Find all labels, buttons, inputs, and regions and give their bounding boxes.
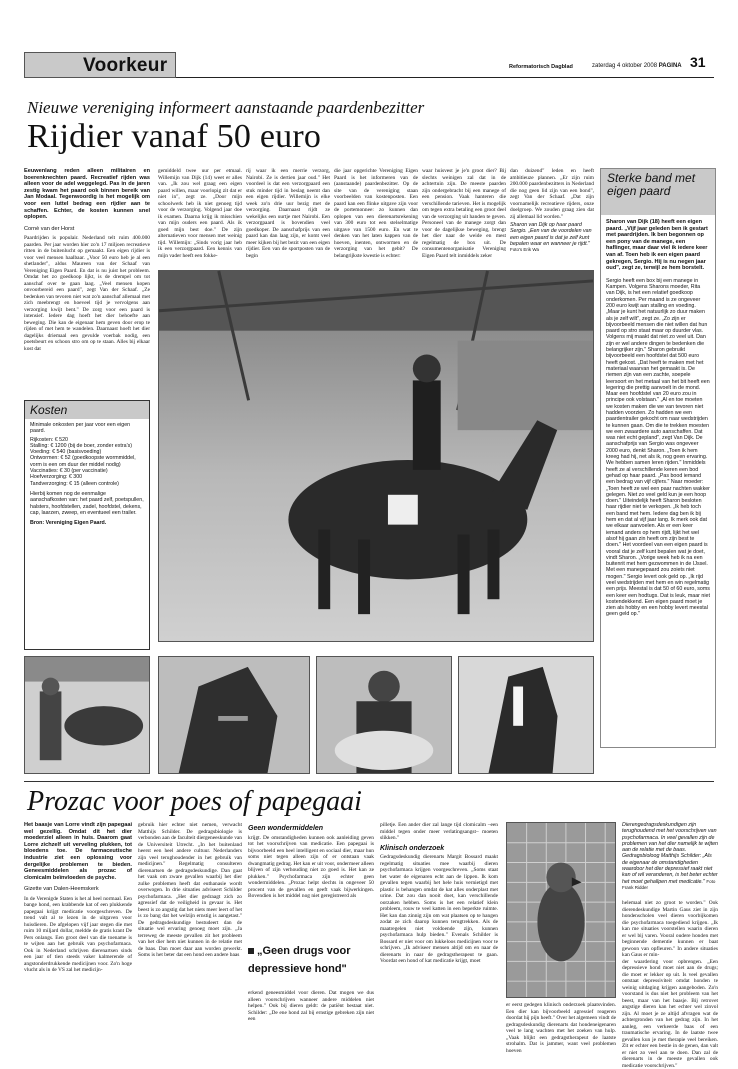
- article2-lead: Het baasje van Lorre vindt zijn papegaai wel gezellig. Omdat dit het dier moederziel alleen in huis. Daarom gaat Lorre zichzelf uit verveling plukken, tot bloedens toe. De farmaceutische industrie ziet een oplossing voor dergelijke problemen te bieden. Geneesmiddelen als prozac of clomicalm beïnvloeden de psyche.: [24, 822, 132, 881]
- parrot-caption-text: Dierengedragsdeskundigen zijn terughoudend met het voorschrijven van psychofarmaca. In veel gevallen zijn de problemen van het dier namelijk te wijten aan de relatie met de baas. Gedragsbioloog Matthijs Schilder: „Als de eigenaar de omstandigheden waardoor het dier depressief raakt niet kan of wil veranderen, is het beter echter het moet gehallpen met medicatie.": [622, 822, 718, 885]
- article2-midhead-2: Klinisch onderzoek: [380, 846, 498, 853]
- feeding-hay-image: [317, 657, 451, 773]
- section-divider: [24, 781, 714, 782]
- page-number: 31: [690, 54, 706, 70]
- article2-column-7: [622, 900, 718, 1060]
- article2-byline: Gizette van Dalen-Heemskerk: [24, 886, 132, 893]
- article1-column-1: [24, 168, 150, 394]
- article2-text-2: gebruik hier echter niet nemen, verwacht Matthijs Schilder. De gedragsbiologie is verbonden aan de faculteit diergeneeskunde van de Universiteit Utrecht. „In het buitenland heerst een heel andere cultuur. Nederlanders zijn veel terughoudender in het gebruik van medicijnen." Regelmatig consulteren dierenartsen de gedragsdeskundige. Dan gaat het vaak om zware gevallen waarbij het dier zulke problemen heeft dat euthanasie wordt overwogen. In drie situaties adviseert Schilder psychofarmaca. „Het dier gedraagt zich zo agressief dat de veiligheid in gevaar is. Het beest is zo angstig dat het niets meer leert of het is zo bang dat het welzijn ernstig is aangetast." De gedragsdeskundige bestudeert dan de situatie wel ervaring genoeg moet zijn. „Ja terreweg de meeste gevallen zit het probleem van het dier hem niet kunnen in de relatie met de baas. Dan moet daar aan worden gewerkt. Soms is het beter dat een hond een andere baas: [138, 822, 242, 959]
- main-photo-rider: [158, 270, 594, 642]
- article2-midhead: Geen wondermiddelen: [248, 826, 374, 833]
- main-photo-credit: Foto's Erik Wa: [510, 247, 539, 252]
- article2-text-6: helemaal niet zo groot te worden." Ook dierendeskundige Martin Gaus ziet in zijn hondenscholen veel dieren voorbijkomen die psychofarmaca toegediend krijgen. „Ik kan me situaties voorstellen waarin dieren er wel bij varen. Vooral oudere honden met beginnende dementie kunnen er baat gewoon van opfleuren." In andere situaties kan Gaus er min-: [622, 900, 718, 959]
- main-photo-caption: [510, 222, 594, 253]
- sidebar-body: Sergio heeft een box bij een manege in Kampen. Volgens Sharons moeder, Rita van Dijk, is het een relatief goedkoop onderkomen. Per maand is ze ongeveer 200 euro kwijt aan stalling en voeding. „Maar je kunt het natuurlijk zo duur maken als je zelf wilt", zegt ze. „Zo zijn er bijvoorbeeld mensen die niet willen dat hun paard op stro staat maar op duurder vlas. Volgens mij maakt dat niet zo veel uit. Dan zijn er wel andere dingen te bedenken die belangrijker zijn." Sharon gebruikt bijvoorbeeld een hoofdstel dat 500 euro heeft gekost. „Dat heeft te maken met het materiaal waarvan het gemaakt is. De riemen zijn van een zachte, soepele leersoort en het metaal van het bit heeft een legering die prettig aanvoelt in de mond. Maar een hoofdstel van 20 euro zou in principe ook volstaan." „Al en toe moeten we kosten maken die we van tevoren niet hadden voorzien. Zo hadden we een paardentrailer gekocht om naar wedstrijden te kunnen gaan. Om die te trekken moesten we een zwaardere auto aanschaffen. Dat was niet echt gepland", zegt Van Dijk. De aanschafprijs van Sergio was ongeveer 2000 euro, denkt Sharon. „Toen ik hem kreeg had hij, net als ik, nog geen ervaring. We hebben samen leren rijden." Inmiddels heeft ze al verschillende keren een bod gehad op haar paard. „Pas bood iemand een bedrag van vijf cijfers." Naar moeder: „Toen heeft ze wel een paar nachten wakker gelegen. Niet zo veel geld kun je een hoop doen." Uiteindelijk heeft Sharon besloten haar rijdier niet te verkopen. „Ik heb toch een band met hem. Iedere dag ben ik bij hem en dat al vijf jaar lang. Ik merk ook dat we elkaar aanvoelen. Als er een keer iemand anders op hem rijdt, lijkt het wel alsof hij gaan zin heeft om zijn best te doen." Het voordeel van een eigen paard is vooral dat je zelf kunt bepalen wat je doet, vindt Sharon. „Vorige week heb ik na een buitenrit met hem gezwommen in de IJssel. Met een manegepaard zou zoiets niet mogen." Sergio levert ook geld op. „Ik rijd veel wedstrijden met hem en win regelmatig een prijs. Meestal is dat 50 of 60 euro, soms een keer een hodtugs. Dat is leuk, maar niet kostendekkend. Een eigen paard moet je zien als hobby en een hobby levert meestal geen geld op.": [601, 276, 715, 620]
- article2-text-4: pilletje. Een ander dier zal lange tijd clomicalm –een middel tegen onder meer verlatingsangst– moeten slikken.": [380, 822, 498, 842]
- article1-column-6: dan duizend" leden en heeft ambitieuze plannen. „Er zijn ruim 200.000 paardenbezitters in Nederland die nog geen lid zijn van een bond", zegt Van der Schaaf. „Dat zijn voornamelijk recreatieve rijders, onze doelgroep. We zouden graag zien dat zij allemaal lid worden.": [510, 168, 594, 218]
- costs-intro: Minimale onkosten per jaar voor een eigen paard.: [25, 419, 149, 437]
- sidebar-title: Sterke band met eigen paard: [601, 169, 715, 215]
- pull-quote-text: „Geen drugs voor depressieve hond": [248, 945, 351, 975]
- paper-name: Reformatorisch Dagblad: [509, 64, 573, 70]
- article1-byline: Cornè van der Horst: [24, 226, 150, 233]
- article1-column-3: rij waar ik een merrie verzorg, Nairobi. Ze is dertien jaar oud." Het voordeel is dat een verzorgpaard een stuk minder tijd in beslag neemt dan een eigen rijdier. Willemijn is elke week zo'n drie uur bezig met de verzorging. Daarnaast rijdt ze wekelijks een uurtje met Nairobi. Een verzorgpaard is bovendien veel goedkoper. De aanschafprijs van een paard kan dan laag zijn, er komt veel meer kijken bij het bezit van een eigen rijdier. Een van de sportposten van de begin: [246, 168, 330, 264]
- photo-horse-portrait: [458, 656, 594, 774]
- main-photo-caption-text: Sharon van Dijk op haar paard Sergio. „Een van de voordelen van een eigen paard is dat je zelf kunt bepalen waar en wanneer je rijdt.": [510, 222, 592, 247]
- costs-title: Kosten: [25, 401, 149, 419]
- article1-column-2: gemiddeld twee uur per etmaal. Willemijn van Dijk (14) weet er alles van. „Ik zou wel graag een eigen paard willen, maar voorlopig zit dat er niet in", zegt ze. „Door mijn schoolwerk heb ik niet genoeg tijd voor de verzorging. Volgend jaar doe ik examen. Daarna krijg ik misschien van mijn ouders een paard. Als ik goed mijn best doe." De zijn alternatieven voor mensen met weinig tijd. Willemijn: „Sinds vorig jaar heb ik een verzorgpaard. Een kennis van mijn vader heeft een fokke-: [158, 168, 242, 264]
- costs-item: Tandverzorging: € 15 (alleen controle): [25, 481, 149, 487]
- costs-item: Voeding: € 540 (basisvoeding): [25, 449, 149, 455]
- article1-column-5: waar huisvest je je'n groot dier? Bij slechts weinigen zal dat in de achtertuin zijn. De meeste paarden zijn ondergebracht bij een manege of een pension. Vaak hanteren die verschillende tarieven. Het is mogelijk om tegen extra betaling een groot deel van de verzorging uit handen te geven. Personeel van de manege zorgt dan voor de dagelijkse beweging, brengt het dier naar de weide en mest regelmatig de box uit. De consumentenorganisatie Vereniging Eigen Paard telt inmiddels zeker: [422, 168, 506, 264]
- photo-feeding-hay: [316, 656, 452, 774]
- photo-parrot: [506, 822, 616, 998]
- saddling-image: [25, 657, 149, 773]
- pagina-label: PAGINA: [659, 63, 682, 69]
- costs-item: Rijkosten: € 520: [25, 437, 149, 443]
- section-box: [24, 52, 176, 78]
- costs-extra: Hierbij komen nog de eenmalige aanschafkosten van: het paard zelf, poetspullen, halsters, hoofdstellen, zadel, hoofdstel, dekens, cap, laarzen, zweep, en eventueel een trailer.: [25, 487, 149, 518]
- sidebar-lead: Sharon van Dijk (18) heeft een eigen paard. „Vijf jaar geleden ben ik gestart met paardrijden. Ik ben begonnen op een pony van de manege, een haflinger, maar daar viel ik iedere keer van af. Toen heb ik een eigen paard gekregen, Sergio. Hij is nu negen jaar oud", zegt ze, terwijl ze hem borstelt.: [601, 215, 715, 276]
- article1-lead: Eeuwenlang reden alleen militairen en boerenknechten paard. Recreatief rijden was alleen voor de adel weggelegd. Pas in de jaren zestig kwam het paard ook binnen bereik van Jan Modaal. Tegenwoordig is het mogelijk om voor een luttel bedrag een rijdier aan te schaffen. Echter, de kosten kunnen snel oplopen.: [24, 168, 150, 221]
- article1-text-1: Paardrijden is populair. Nederland telt ruim 400.000 paarden. Per jaar worden hier zo'n 17 miljoen recreatieve ritten in de buitenlucht op gemaakt. Een eigen rijdier is voor veel mensen haalbaar. „Voor 50 euro heb je al een shetlander", aldus Maureen van der Schaaf van Vereniging Eigen Paard. En dat is nu juist het probleem. Omdat het zo goedkoop lijkt, is de drempel om tot aanschaf over te gaan laag. „Veel mensen kopen onvoorbereid een paard", zegt Van der Schaaf. „Ze bedenken van tevoren niet wat zo'n aanschaf allemaal met zich meebrengt en hoeveel tijd je vervolgens aan verzorging kwijt bent." De zorg voor een paard is intensief. Iedere dag hoeft het dier behoefte aan beweging. Die kan de eigenaar hem geven door erop te rijden of met hem te wandelen. Daarnaast hoeft het dier dagelijks driemaal een gevulde voerbak nodig, een poetsbeurt en schoon stro om op te staan. Alles bij elkaar kost dat: [24, 235, 150, 352]
- costs-box: [24, 400, 150, 650]
- article2-text-1: In de Verenigde Staten is het al heel normaal. Een bange hond, een krabbende kat of een plukkende papegaai krijgt medicatie voorgeschreven. De trend valt al te lezen in de uitgaven voor huisdieren. De afgelopen vijf jaar stegen die met ruim 10 miljard dollar, meldde de gratis krant De Pers onlangs. Een groot deel van die toename is te wijten aan het gebruik van psychofarmaca. Ook in Nederland schrijven dierenartsen sinds een jaar of tien steeds vaker kalmerende of angstonderdrukkende medicijnen voor. Zo'n hoge vlucht als in de VS zal het medicijn-: [24, 896, 132, 974]
- parrot-caption: [622, 822, 718, 891]
- article2-text-7: der waardering voor opbrengen. „Een depressieve hond moet niet aan de drugs; die moet er lekker op uit. Is veel gevallen ontstaat depressiviteit omdat honden te weinig uitdaging krijgen aangeboden. Zo'n voorstand is dus niet het probleem van het beest, maar van het baasje. Bij retrovet angstige dieren kan het echter wel zinvol zijn. Al moet je ze altijd afvragen wat de achtergronden van het gedrag zijn. In het aanleg, een verkeerde baas of een traumatische ervaring. In de laatste twee gevallen kun je met therapie veel bereiken. Zit er echter een bestie in de genen, dan valt er niet zo veel aan te doen. Dan zal de dierenarts in de meeste gevallen ook medicatie voorschrijven.": [622, 959, 718, 1069]
- article2-text-3: krijgt. De omstandigheden kunnen ook aanleiding geven tot het voorschrijven van medicatie. Een papegaai is bijvoorbeeld een heel intelligent en sociaal dier, maar hun soms niet tegen alleen zijn of er ontstaan vaak dwangmatig gedrag. Het kan er uit voor, ondermeer alleen blijven of zijn verhouding niet zo goed is. Het kan ze plukken." Psychofarmaca zijn echter geen wondermiddelen. „Prozac helpt slechts in ongeveer 50 procent van de gevallen en geeft vaak bijwerkingen. Bovendien is het middel nog niet geregistreerd als: [248, 835, 374, 900]
- article2-headline: Prozac voor poes of papegaai: [27, 786, 362, 818]
- costs-source: Bron: Vereniging Eigen Paard.: [25, 518, 149, 528]
- issue-date: [592, 63, 682, 69]
- costs-item: Stalling: € 1200 (bij de boer, zonder extra's): [25, 443, 149, 449]
- photo-saddling: [24, 656, 150, 774]
- section-title: Voorkeur: [83, 55, 167, 77]
- rider-horse-image: [159, 271, 593, 641]
- article2-text-4b: Gedragsdeskundig dierenarts Margit Bossard maakt regelmatig situaties mee waarbij dieren psychofarmaca krijgen voorgeschreven. „Soms staat het water de eigenaren echt aan de lippen. Ik kom gevallen tegen waarbij het hele huis vernietigd met plastic is behangen omdat de kat alles onderplast met urine. Dat zou dan nooit doet, kan verschillende oorzaken hebben. Soms is het een relatief klein probleem, rouw te veel katten in een beperkte ruimte. Het kan dan zinnig zijn om wat plaatsen op te hangen zodat ze zich daarop kunnen terugtrekken. Als de maatregelen niet voldoende zijn, kunnen psychofarmaca hulp bieden." Evenals Schilder is Bossard er niet voor om lukkeloos medicijnen voor te schrijven. „Ik adviseer mensen altijd om en naar de dierenarts in naar de gedragstherapeut te gaan. Voordat een hond of kat medicatie krijgt, moet: [380, 854, 498, 965]
- costs-item: Vaccinaties: € 30 (per vaccinatie): [25, 468, 149, 474]
- sidebar-story: [600, 168, 716, 748]
- article2-column-5: er eerst gedegen klinisch onderzoek plaatsvinden. Een dier kan bijvoorbeeld agressief reageren doordat hij pijn heeft." Over het algemeen vindt de gedragsdeskundig dierenarts dat hondeneigenaren veel te lang wachten met het zoeken van hulp. „Vaak blijkt een gedragstherapeut de laatste strohalm. Dat is jammer, want veel problemen hoeven: [506, 1002, 616, 1060]
- article2-column-2: [138, 822, 242, 1060]
- article2-column-3: [248, 822, 374, 938]
- article1-headline: Rijdier vanaf 50 euro: [27, 118, 321, 156]
- article2-column-1: [24, 822, 132, 1060]
- photo-horse-head: [158, 656, 310, 774]
- horse-portrait-image: [459, 657, 593, 773]
- costs-item: Ontwormen: € 52 (goedkoopste wormmiddel, vorm is een om duur der middel nodig): [25, 455, 149, 468]
- article1-subheadline: Nieuwe vereniging informeert aanstaande paardenbezitter: [27, 98, 424, 118]
- costs-item: Hoefverzorging: € 300: [25, 474, 149, 480]
- date-text: zaterdag 4 oktober 2008: [592, 63, 657, 69]
- parrot-photo-credit: Foto Frank Ridder: [622, 879, 715, 890]
- horse-head-image: [159, 657, 309, 773]
- article1-column-4: die jaar opgerichte Vereniging Eigen Paard is het informeren van de (aanstaande) paardenbezitter. Op de site van de vereniging staan voorbeelden van kostenposten. Een paard kan een flinke uitgave zijn voor de portemonnee: zo kunnen dan oplopen van een dierenartsrekening van 300 euro tot een stelselmatige uitgave van 1500 euro. En wat te denken van het laten kappen van de hoeven, inenten, ontwormen en de verzorging van het gebit? De belangrijkste kwestie is echter:: [334, 168, 418, 264]
- quote-bullet-icon: [248, 948, 254, 954]
- parrot-image: [507, 823, 615, 997]
- article2-column-4: [380, 822, 498, 1060]
- masthead: [24, 52, 714, 78]
- pull-quote: [248, 941, 374, 977]
- article2-column-3b: erkend geneesmiddel voor dieren. Dat mogen we dus alleen voorschrijven wanneer andere middelen niet helpen." Ook bij dieren geldt: de patiënt bestaat niet. Schilder: „De ene hond zal bij ernstige gebreken zijn niet een: [248, 990, 374, 1060]
